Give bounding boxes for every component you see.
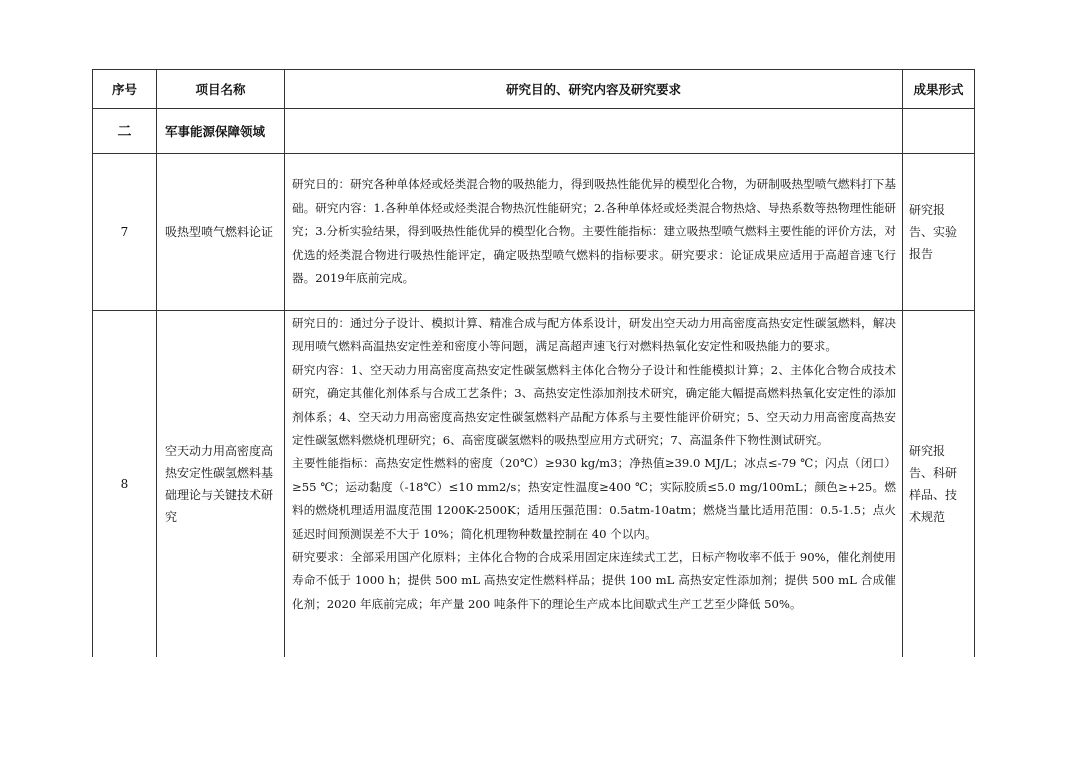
table-row	[93, 154, 975, 311]
row-seq: 7	[93, 154, 157, 311]
row-content-paragraph: 研究日的：通过分子设计、模拟计算、精准合成与配方体系设计，研发出空天动力用高密度高热安定性碳氢燃料，解决现用喷气燃料高温热安定性差和密度小等问题，满足高超声速飞行对燃料热氧化安定性和吸热能力的要求。	[292, 316, 896, 354]
row-result: 研究报告、实验报告	[903, 154, 975, 311]
row-content-paragraph: 研究内容：1、空天动力用高密度高热安定性碳氢燃料主体化合物分子设计和性能模拟计算；2、主体化合物合成技术研究，确定其催化剂体系与合成工艺条件；3、高热安定性添加剂技术研究，确定能大幅提高燃料热氧化安定性的添加剂体系；4、空天动力用高密度高热安定性碳氢燃料产品配方体系与主要性能评价研究；5、空天动力用高密度高热安定性碳氢燃料燃烧机理研究；6、高密度碳氢燃料的吸热型应用方式研究；7、高温条件下物性测试研究。	[292, 362, 896, 448]
section-empty-result	[903, 109, 975, 154]
header-name: 项目名称	[157, 70, 285, 109]
row-result: 研究报告、科研样品、技术规范	[903, 311, 975, 658]
row-content-paragraph: 研究日的：研究各种单体烃或烃类混合物的吸热能力，得到吸热性能优异的模型化合物，为研制吸热型喷气燃料打下基础。研究内容：1.各种单体烃或烃类混合物热沉性能研究；2.各种单体烃或烃类混合物热焓、导热系数等热物理性能研究；3.分析实验结果，得到吸热性能优异的模型化合物。主要性能指标：建立吸热型喷气燃料主要性能的评价方法，对优选的烃类混合物进行吸热性能评定，确定吸热型喷气燃料的指标要求。研究要求：论证成果应适用于高超音速飞行器。2019年底前完成。	[292, 177, 896, 286]
header-content: 研究目的、研究内容及研究要求	[285, 70, 903, 109]
section-empty-content	[285, 109, 903, 154]
row-content	[285, 311, 903, 658]
row-content-paragraph: 主要性能指标：高热安定性燃料的密度（20℃）≥930 kg/m3；净热值≥39.0 MJ/L；冰点≤-79 ℃；闪点（闭口）≥55 ℃；运动黏度（-18℃）≤10 mm2/s；热安定性温度≥400 ℃；实际胶质≤5.0 mg/100mL；颜色≥+25。燃料的燃烧机理适用温度范围 1200K-2500K；适用压强范围：0.5atm-10atm；燃烧当量比适用范围：0.5-1.5；点火延迟时间预测误差不大于 10%；简化机理物种数量控制在 40 个以内。	[292, 456, 896, 541]
header-result: 成果形式	[903, 70, 975, 109]
section-number: 二	[93, 109, 157, 154]
row-seq: 8	[93, 311, 157, 658]
section-title: 军事能源保障领域	[157, 109, 285, 154]
section-row	[93, 109, 975, 154]
header-seq: 序号	[93, 70, 157, 109]
row-project-name: 空天动力用高密度高热安定性碳氢燃料基础理论与关键技术研究	[157, 311, 285, 658]
row-content	[285, 154, 903, 311]
row-content-paragraph: 研究要求：全部采用国产化原料；主体化合物的合成采用固定床连续式工艺，日标产物收率不低于 90%，催化剂使用寿命不低于 1000 h；提供 500 mL 高热安定性燃料样品；提供 100 mL 高热安定性添加剂；提供 500 mL 合成催化剂；2020 年底前完成；年产量 200 吨条件下的理论生产成本比间歇式生产工艺至少降低 50%。	[292, 550, 896, 611]
row-project-name: 吸热型喷气燃料论证	[157, 154, 285, 311]
project-table	[92, 69, 975, 657]
table-header-row	[93, 70, 975, 109]
table-row	[93, 311, 975, 658]
